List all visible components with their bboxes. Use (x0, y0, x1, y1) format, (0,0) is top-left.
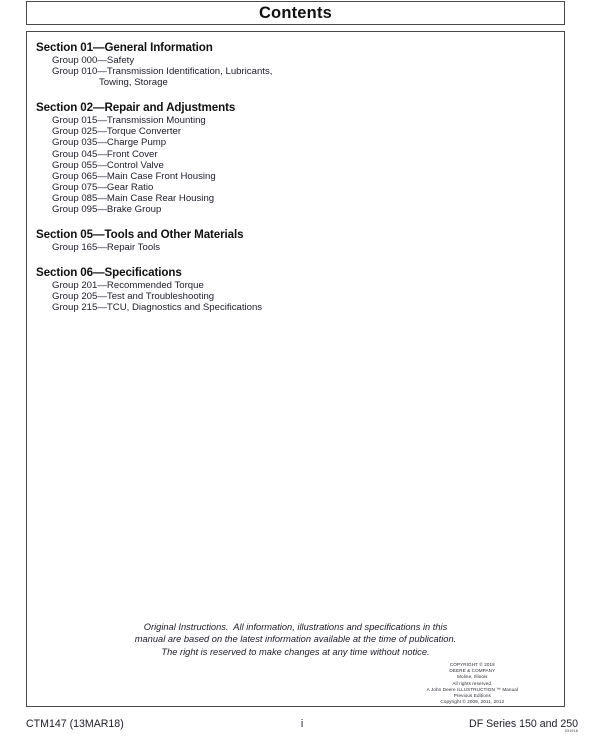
toc-section-title: Section 05—Tools and Other Materials (36, 228, 244, 242)
toc-group-list (36, 242, 555, 253)
page-footer (26, 718, 578, 734)
toc-group-item[interactable]: Group 205—Test and Troubleshooting (52, 291, 215, 303)
toc-group-item[interactable]: Group 000—Safety (52, 55, 135, 66)
toc-group-item[interactable]: Group 075—Gear Ratio (52, 181, 154, 193)
toc-section-title: Section 02—Repair and Adjustments (36, 101, 236, 115)
copyright-block (427, 662, 518, 705)
toc-group-item[interactable]: Group 055—Control Valve (52, 159, 164, 171)
footer-page-number: i (300, 718, 304, 730)
page-title: Contents (258, 3, 333, 22)
toc-group-item[interactable]: Group 065—Main Case Front Housing (52, 170, 216, 182)
toc-group-item[interactable]: Group 085—Main Case Rear Housing (52, 192, 215, 204)
toc-group-item[interactable]: Group 201—Recommended Torque (52, 280, 204, 292)
toc-group-item[interactable]: Group 045—Front Cover (52, 148, 158, 160)
toc-group-list (36, 115, 555, 215)
notice-line-1: Original Instructions. All information, illustrations and specifications in this (143, 622, 448, 632)
toc-group-item[interactable]: Towing, Storage (99, 77, 168, 89)
copyright-line-5: A John Deere ILLUSTRUCTION ™ Manual (426, 686, 518, 692)
copyright-line-4: All rights reserved. (452, 680, 493, 686)
footer-product-name: DF Series 150 and 250 (469, 718, 578, 730)
contents-title-box (26, 1, 565, 25)
footer-revision-code: 031918 (564, 729, 578, 733)
toc-section (36, 101, 555, 215)
copyright-line-6: Previous Editions (453, 693, 491, 699)
toc-group-item[interactable]: Group 010—Transmission Identification, Lubricants, (52, 66, 273, 78)
toc-section (36, 266, 555, 313)
toc-section-title: Section 01—General Information (36, 41, 213, 54)
toc-group-list (36, 280, 555, 313)
publication-notice (27, 621, 564, 658)
toc-group-item[interactable]: Group 095—Brake Group (52, 204, 162, 216)
notice-line-3: The right is reserved to make changes at any time without notice. (161, 646, 430, 657)
toc-group-item[interactable]: Group 015—Transmission Mounting (52, 115, 206, 127)
toc-section (36, 41, 555, 88)
contents-body-box (26, 31, 565, 707)
toc-group-item[interactable]: Group 215—TCU, Diagnostics and Specifications (52, 302, 263, 314)
toc-section (36, 228, 555, 253)
toc-group-item[interactable]: Group 025—Torque Converter (52, 126, 182, 138)
table-of-contents (36, 41, 555, 314)
notice-line-2: manual are based on the latest information available at the time of publication. (134, 634, 457, 645)
toc-group-item[interactable]: Group 035—Charge Pump (52, 137, 167, 149)
footer-manual-number: CTM147 (13MAR18) (26, 718, 124, 730)
toc-group-list (36, 55, 555, 88)
copyright-line-2: DEERE & COMPANY (449, 668, 496, 674)
toc-group-item[interactable]: Group 165—Repair Tools (52, 242, 161, 254)
copyright-line-3: Moline, Illinois (457, 674, 488, 680)
copyright-line-1: COPYRIGHT © 2018 (449, 662, 495, 667)
toc-section-title: Section 06—Specifications (36, 266, 182, 280)
copyright-line-7: Copyright © 2009, 2011, 2012 (440, 699, 505, 705)
